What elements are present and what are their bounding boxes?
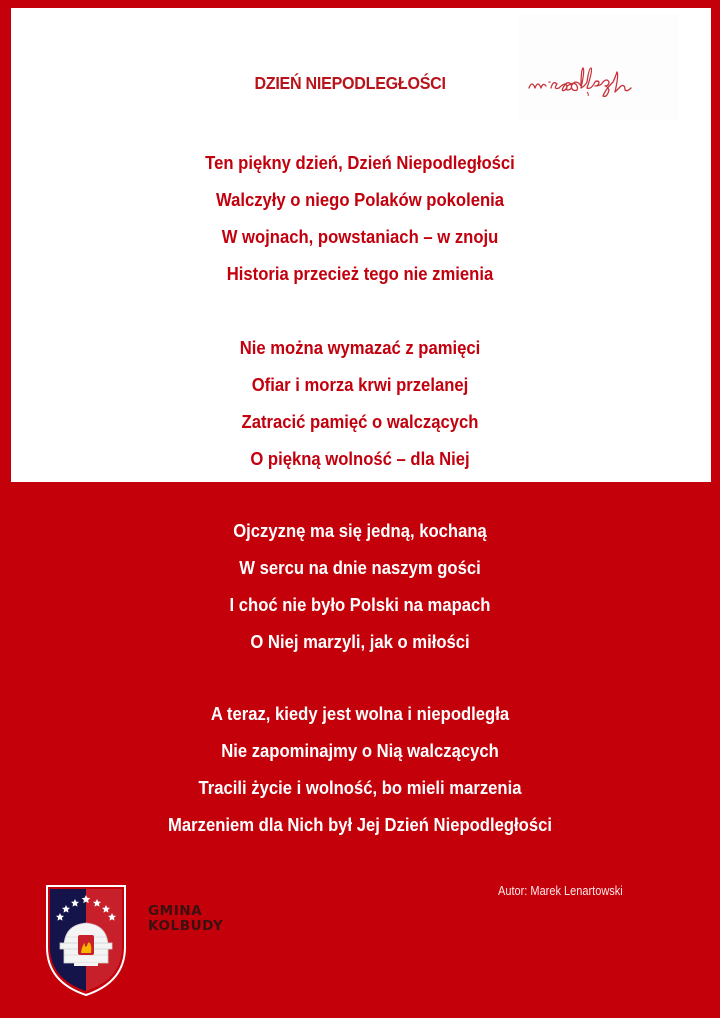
stanza-4 [0, 695, 720, 843]
poem-line: A teraz, kiedy jest wolna i niepodległa [210, 703, 510, 724]
stanza-3 [0, 512, 720, 660]
poster-title [28, 73, 672, 94]
poem-line: Tracili życie i wolność, bo mieli marzenia [198, 777, 522, 798]
poster-title-text: DZIEŃ NIEPODLEGŁOŚCI [254, 73, 446, 93]
poem-line: Marzeniem dla Nich był Jej Dzień Niepodległości [168, 814, 552, 835]
author-credit: Autor: Marek Lenartowski [498, 884, 623, 898]
poem-line: Ten piękny dzień, Dzień Niepodległości [205, 152, 515, 173]
poem-line: I choć nie było Polski na mapach [229, 594, 491, 615]
stanza-2 [0, 329, 720, 477]
poem-line: Historia przecież tego nie zmienia [226, 263, 494, 284]
brand-gmina-kolbudy [148, 904, 223, 934]
brand-line-2: KOLBUDY [148, 918, 224, 934]
coat-of-arms-icon [44, 883, 128, 997]
poem-line: Zatracić pamięć o walczących [241, 411, 479, 432]
poem-line: Nie można wymazać z pamięci [239, 337, 481, 358]
poem-line: O Niej marzyli, jak o miłości [250, 631, 470, 652]
poem-line: Nie zapominajmy o Nią walczących [221, 740, 499, 761]
poem-line: Ofiar i morza krwi przelanej [251, 374, 469, 395]
poem-line: W sercu na dnie naszym gości [239, 557, 481, 578]
poem-line: Walczyły o niego Polaków pokolenia [215, 189, 505, 210]
poem-line: W wojnach, powstaniach – w znoju [221, 226, 499, 247]
poem-line: Ojczyznę ma się jedną, kochaną [233, 520, 487, 541]
brand-line-1: GMINA [148, 903, 203, 919]
stanza-1 [0, 144, 720, 292]
poem-line: O piękną wolność – dla Niej [250, 448, 470, 469]
